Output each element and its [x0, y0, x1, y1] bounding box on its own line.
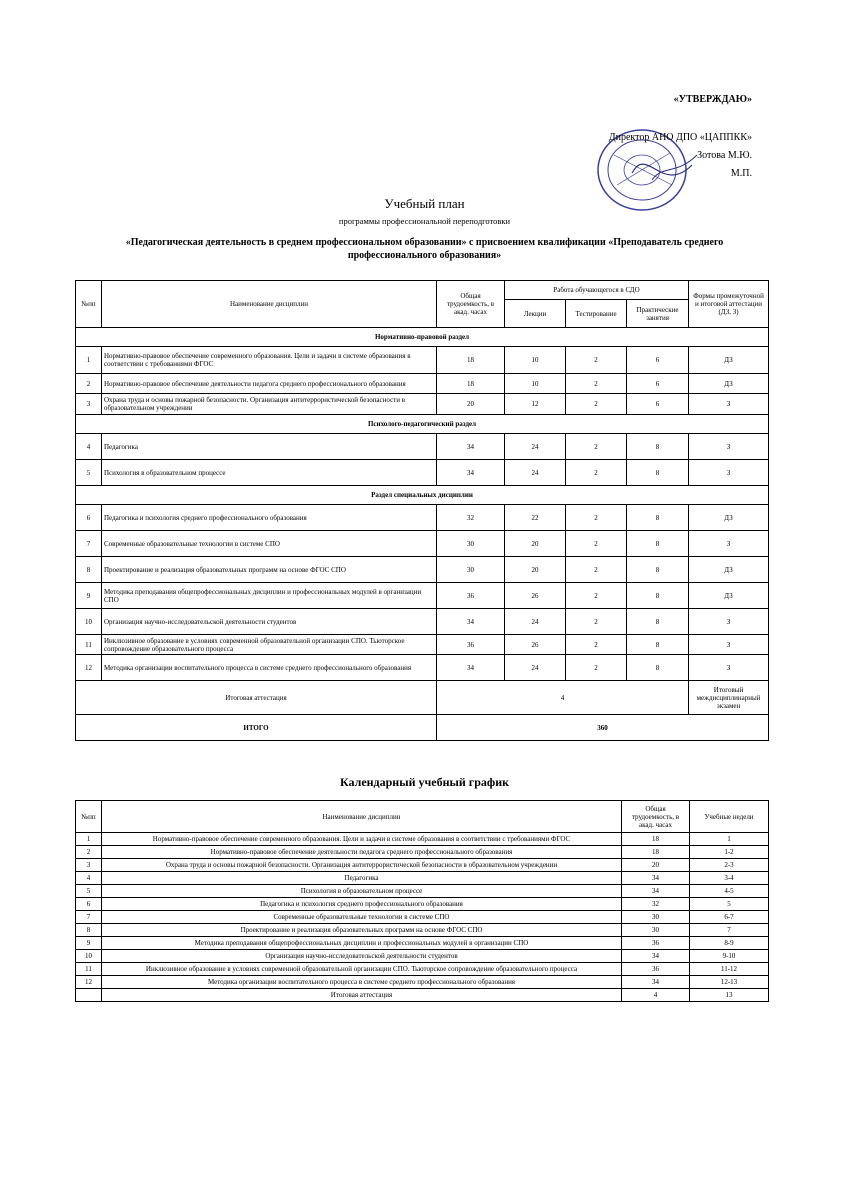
form-cell: З — [689, 394, 769, 415]
row-number: 7 — [76, 911, 102, 924]
lectures-cell: 24 — [505, 609, 566, 635]
hours-cell: 30 — [437, 557, 505, 583]
form-cell: З — [689, 460, 769, 486]
testing-cell: 2 — [566, 557, 627, 583]
row-number: 10 — [76, 609, 102, 635]
weeks-cell: 6-7 — [690, 911, 769, 924]
row-number: 11 — [76, 963, 102, 976]
testing-cell: 2 — [566, 460, 627, 486]
table-row — [76, 655, 769, 681]
discipline-name: Проектирование и реализация образовательных программ на основе ФГОС СПО — [102, 557, 437, 583]
schedule-row — [76, 989, 769, 1002]
testing-cell: 2 — [566, 347, 627, 374]
lectures-cell: 24 — [505, 655, 566, 681]
final-attestation-form: Итоговый междисциплинарный экзамен — [689, 681, 769, 715]
testing-cell: 2 — [566, 609, 627, 635]
row-number: 4 — [76, 434, 102, 460]
form-cell: З — [689, 434, 769, 460]
discipline-name: Нормативно-правовое обеспечение деятельности педагога среднего профессионального образования — [102, 374, 437, 394]
testing-cell: 2 — [566, 505, 627, 531]
discipline-name: Инклюзивное образование в условиях современной образовательной организации СПО. Тьюторское сопровождение образовательного процесса — [102, 635, 437, 655]
director-name: Зотова М.Ю. — [697, 150, 752, 161]
hours-cell: 18 — [622, 833, 690, 846]
final-attestation-hours: 4 — [437, 681, 689, 715]
weeks-cell: 12-13 — [690, 976, 769, 989]
testing-cell: 2 — [566, 394, 627, 415]
section-title: Психолого-педагогический раздел — [76, 415, 769, 434]
hours-cell: 36 — [622, 963, 690, 976]
total-label: ИТОГО — [76, 715, 437, 741]
row-number — [76, 989, 102, 1002]
lectures-cell: 20 — [505, 557, 566, 583]
form-cell: ДЗ — [689, 347, 769, 374]
testing-cell: 2 — [566, 635, 627, 655]
form-cell: ДЗ — [689, 583, 769, 609]
practical-cell: 8 — [627, 609, 689, 635]
row-number: 9 — [76, 937, 102, 950]
hours-cell: 36 — [622, 937, 690, 950]
discipline-name: Современные образовательные технологии в системе СПО — [102, 911, 622, 924]
weeks-cell: 3-4 — [690, 872, 769, 885]
schedule-row — [76, 885, 769, 898]
hours-cell: 18 — [622, 846, 690, 859]
hours-cell: 20 — [437, 394, 505, 415]
testing-cell: 2 — [566, 374, 627, 394]
row-number: 8 — [76, 924, 102, 937]
plan-title: Учебный план — [384, 196, 465, 211]
section-row — [76, 486, 769, 505]
discipline-name: Охрана труда и основы пожарной безопасности. Организация антитеррористической безопасности в образовательном учреждении — [102, 859, 622, 872]
schedule-row — [76, 911, 769, 924]
program-name: «Педагогическая деятельность в среднем профессиональном образовании» с присвоением квалификации «Преподаватель среднего профессионального образования» — [125, 237, 724, 261]
practical-cell: 8 — [627, 460, 689, 486]
sched-header-hours: Общая трудоемкость, в акад. часах — [622, 801, 690, 833]
lectures-cell: 10 — [505, 374, 566, 394]
discipline-name: Охрана труда и основы пожарной безопасности. Организация антитеррористической безопасности в образовательном учреждении — [102, 394, 437, 415]
discipline-name: Педагогика и психология среднего профессионального образования — [102, 898, 622, 911]
schedule-row — [76, 924, 769, 937]
table-row — [76, 557, 769, 583]
practical-cell: 8 — [627, 434, 689, 460]
header-testing: Тестирование — [566, 300, 627, 328]
table-row — [76, 347, 769, 374]
hours-cell: 4 — [622, 989, 690, 1002]
lectures-cell: 20 — [505, 531, 566, 557]
row-number: 10 — [76, 950, 102, 963]
row-number: 12 — [76, 655, 102, 681]
header-work: Работа обучающегося в СДО — [505, 281, 689, 300]
row-number: 3 — [76, 394, 102, 415]
form-cell: З — [689, 655, 769, 681]
discipline-name: Педагогика — [102, 872, 622, 885]
lectures-cell: 10 — [505, 347, 566, 374]
discipline-name: Методика организации воспитательного процесса в системе среднего профессионального образования — [102, 976, 622, 989]
row-number: 7 — [76, 531, 102, 557]
section-row — [76, 415, 769, 434]
discipline-name: Инклюзивное образование в условиях современной образовательной организации СПО. Тьюторское сопровождение образовательного процесса — [102, 963, 622, 976]
plan-subtitle: программы профессиональной переподготовки — [338, 216, 511, 226]
form-cell: ДЗ — [689, 374, 769, 394]
schedule-row — [76, 976, 769, 989]
hours-cell: 32 — [437, 505, 505, 531]
hours-cell: 34 — [437, 460, 505, 486]
testing-cell: 2 — [566, 583, 627, 609]
hours-cell: 34 — [622, 885, 690, 898]
schedule-row — [76, 898, 769, 911]
discipline-name: Итоговая аттестация — [102, 989, 622, 1002]
row-number: 2 — [76, 374, 102, 394]
form-cell: ДЗ — [689, 505, 769, 531]
discipline-name: Организация научно-исследовательской деятельности студентов — [102, 950, 622, 963]
discipline-name: Нормативно-правовое обеспечение деятельности педагога среднего профессионального образования — [102, 846, 622, 859]
hours-cell: 32 — [622, 898, 690, 911]
row-number: 3 — [76, 859, 102, 872]
practical-cell: 8 — [627, 557, 689, 583]
row-number: 11 — [76, 635, 102, 655]
weeks-cell: 2-3 — [690, 859, 769, 872]
table-row — [76, 531, 769, 557]
form-cell: З — [689, 609, 769, 635]
schedule-table — [75, 800, 769, 1002]
total-row — [76, 715, 769, 741]
schedule-row — [76, 963, 769, 976]
table-row — [76, 505, 769, 531]
weeks-cell: 8-9 — [690, 937, 769, 950]
header-practical: Практические занятия — [627, 300, 689, 328]
header-lectures: Лекции — [505, 300, 566, 328]
discipline-name: Нормативно-правовое обеспечение современного образования. Цели и задачи в системе образования в соответствии с требованиями ФГОС — [102, 347, 437, 374]
lectures-cell: 26 — [505, 583, 566, 609]
sched-header-num: №пп — [76, 801, 102, 833]
table-row — [76, 609, 769, 635]
weeks-cell: 7 — [690, 924, 769, 937]
schedule-title: Календарный учебный график — [339, 775, 510, 789]
row-number: 2 — [76, 846, 102, 859]
hours-cell: 36 — [437, 583, 505, 609]
practical-cell: 6 — [627, 374, 689, 394]
weeks-cell: 13 — [690, 989, 769, 1002]
header-hours: Общая трудоемкость, в акад. часах — [437, 281, 505, 328]
weeks-cell: 11-12 — [690, 963, 769, 976]
discipline-name: Педагогика — [102, 434, 437, 460]
table-row — [76, 434, 769, 460]
sched-header-weeks: Учебные недели — [690, 801, 769, 833]
discipline-name: Проектирование и реализация образовательных программ на основе ФГОС СПО — [102, 924, 622, 937]
hours-cell: 34 — [437, 655, 505, 681]
weeks-cell: 9-10 — [690, 950, 769, 963]
row-number: 5 — [76, 885, 102, 898]
lectures-cell: 22 — [505, 505, 566, 531]
table-row — [76, 635, 769, 655]
lectures-cell: 12 — [505, 394, 566, 415]
table-row — [76, 374, 769, 394]
discipline-name: Методика преподавания общепрофессиональных дисциплин и профессиональных модулей в организации СПО — [102, 937, 622, 950]
hours-cell: 34 — [622, 950, 690, 963]
practical-cell: 6 — [627, 347, 689, 374]
row-number: 9 — [76, 583, 102, 609]
practical-cell: 8 — [627, 635, 689, 655]
schedule-row — [76, 833, 769, 846]
practical-cell: 8 — [627, 655, 689, 681]
hours-cell: 30 — [622, 924, 690, 937]
hours-cell: 36 — [437, 635, 505, 655]
form-cell: ДЗ — [689, 557, 769, 583]
section-title: Раздел специальных дисциплин — [76, 486, 769, 505]
practical-cell: 8 — [627, 531, 689, 557]
hours-cell: 20 — [622, 859, 690, 872]
form-cell: З — [689, 531, 769, 557]
lectures-cell: 24 — [505, 460, 566, 486]
row-number: 5 — [76, 460, 102, 486]
schedule-row — [76, 859, 769, 872]
lectures-cell: 26 — [505, 635, 566, 655]
testing-cell: 2 — [566, 655, 627, 681]
total-hours: 360 — [437, 715, 769, 741]
form-cell: З — [689, 635, 769, 655]
director-position: Директор АНО ДПО «ЦАППКК» — [608, 132, 752, 143]
lectures-cell: 24 — [505, 434, 566, 460]
testing-cell: 2 — [566, 434, 627, 460]
hours-cell: 34 — [622, 976, 690, 989]
schedule-row — [76, 846, 769, 859]
row-number: 1 — [76, 347, 102, 374]
weeks-cell: 1 — [690, 833, 769, 846]
row-number: 4 — [76, 872, 102, 885]
hours-cell: 18 — [437, 374, 505, 394]
header-num: №пп — [76, 281, 102, 328]
discipline-name: Организация научно-исследовательской деятельности студентов — [102, 609, 437, 635]
schedule-row — [76, 950, 769, 963]
discipline-name: Современные образовательные технологии в системе СПО — [102, 531, 437, 557]
curriculum-table — [75, 280, 769, 741]
discipline-name: Методика организации воспитательного процесса в системе среднего профессионального образования — [102, 655, 437, 681]
header-forms: Формы промежуточной и итоговой аттестации (ДЗ, З) — [689, 281, 769, 328]
testing-cell: 2 — [566, 531, 627, 557]
table-row — [76, 394, 769, 415]
table-row — [76, 460, 769, 486]
weeks-cell: 5 — [690, 898, 769, 911]
hours-cell: 18 — [437, 347, 505, 374]
schedule-row — [76, 872, 769, 885]
row-number: 6 — [76, 505, 102, 531]
header-name: Наименование дисциплин — [102, 281, 437, 328]
row-number: 8 — [76, 557, 102, 583]
section-row — [76, 328, 769, 347]
approval-title: «УТВЕРЖДАЮ» — [673, 94, 752, 105]
discipline-name: Педагогика и психология среднего профессионального образования — [102, 505, 437, 531]
practical-cell: 8 — [627, 583, 689, 609]
schedule-row — [76, 937, 769, 950]
hours-cell: 34 — [622, 872, 690, 885]
discipline-name: Нормативно-правовое обеспечение современного образования. Цели и задачи в системе образования в соответствии с требованиями ФГОС — [102, 833, 622, 846]
row-number: 12 — [76, 976, 102, 989]
hours-cell: 30 — [622, 911, 690, 924]
discipline-name: Психология в образовательном процессе — [102, 460, 437, 486]
hours-cell: 34 — [437, 609, 505, 635]
practical-cell: 6 — [627, 394, 689, 415]
final-attestation-label: Итоговая аттестация — [76, 681, 437, 715]
sched-header-name: Наименование дисциплин — [102, 801, 622, 833]
row-number: 6 — [76, 898, 102, 911]
row-number: 1 — [76, 833, 102, 846]
hours-cell: 34 — [437, 434, 505, 460]
weeks-cell: 4-5 — [690, 885, 769, 898]
section-title: Нормативно-правовой раздел — [76, 328, 769, 347]
discipline-name: Методика преподавания общепрофессиональных дисциплин и профессиональных модулей в организации СПО — [102, 583, 437, 609]
final-attestation-row — [76, 681, 769, 715]
discipline-name: Психология в образовательном процессе — [102, 885, 622, 898]
weeks-cell: 1-2 — [690, 846, 769, 859]
stamp-place: М.П. — [730, 168, 752, 179]
practical-cell: 8 — [627, 505, 689, 531]
hours-cell: 30 — [437, 531, 505, 557]
table-row — [76, 583, 769, 609]
